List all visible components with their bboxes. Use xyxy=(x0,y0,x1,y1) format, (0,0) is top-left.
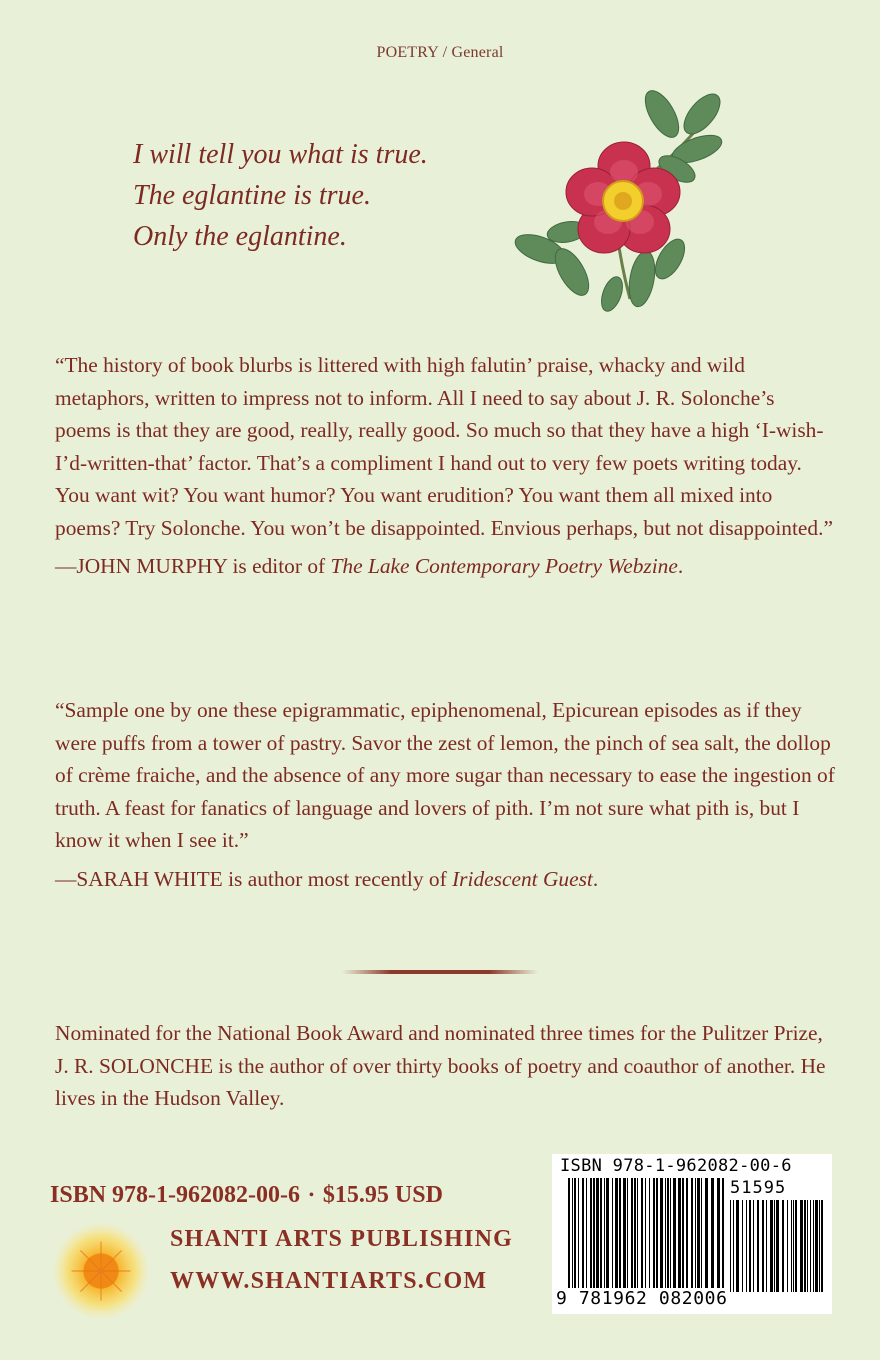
barcode-bar xyxy=(787,1200,788,1292)
barcode-bar xyxy=(701,1178,702,1288)
barcode-bar xyxy=(682,1178,684,1288)
barcode-bar xyxy=(746,1200,747,1292)
publisher-name: SHANTI ARTS PUBLISHING xyxy=(170,1226,513,1252)
barcode-bar xyxy=(717,1178,720,1288)
epigraph-line: I will tell you what is true. xyxy=(133,139,428,170)
blurb-text: “Sample one by one these epigrammatic, epiphenomenal, Epicurean episodes as if they were puffs from a tower of pastry. Savor the zest of lemon, the pinch of sea salt, the dollop of crème fraiche, and the absence of any more sugar than necessary to ease the ingestion of truth. A feast for fanatics of language and lovers of pith. I’m not sure what pith is, but I know it when I see it.” xyxy=(55,698,835,852)
barcode-bar xyxy=(804,1200,806,1292)
barcode-bar xyxy=(774,1200,775,1292)
barcode-bar xyxy=(649,1178,650,1288)
epigraph xyxy=(133,134,428,257)
barcode-bar xyxy=(619,1178,621,1288)
barcode-bar xyxy=(711,1178,714,1288)
barcode-bar xyxy=(810,1200,811,1292)
author-bio: Nominated for the National Book Award and nominated three times for the Pulitzer Prize, J. R. SOLONCHE is the author of over thirty books of poetry and coauthor of another. He lives in the Hudson Valley. xyxy=(55,1021,826,1110)
barcode-bar xyxy=(604,1178,605,1288)
barcode-bar xyxy=(753,1200,754,1292)
barcode-bar xyxy=(586,1178,587,1288)
barcode-bar xyxy=(686,1178,688,1288)
barcode-bar xyxy=(742,1200,743,1292)
attribution-title: The Lake Contemporary Poetry Webzine xyxy=(330,554,678,578)
barcode-bar xyxy=(819,1200,820,1292)
isbn-text: ISBN 978-1-962082-00-6 xyxy=(50,1182,300,1208)
barcode-bar xyxy=(670,1178,671,1288)
barcode-bar xyxy=(578,1178,579,1288)
barcode-bar xyxy=(641,1178,643,1288)
epigraph-line: Only the eglantine. xyxy=(133,221,347,252)
barcode-bar xyxy=(695,1178,696,1288)
barcode-bar xyxy=(776,1200,779,1292)
barcode-bar xyxy=(697,1178,700,1288)
attribution-tail: . xyxy=(677,554,684,578)
separator-dot: • xyxy=(309,1188,314,1203)
barcode-bar xyxy=(593,1178,595,1288)
barcode-bar xyxy=(791,1200,792,1292)
attribution-title: Iridescent Guest xyxy=(452,866,593,891)
price-text: $15.95 USD xyxy=(322,1182,443,1208)
barcode-isbn-label: ISBN 978-1-962082-00-6 xyxy=(560,1156,792,1176)
barcode-bar xyxy=(653,1178,655,1288)
barcode-bar xyxy=(749,1200,751,1292)
barcode-bar xyxy=(637,1178,638,1288)
barcode-bar xyxy=(568,1178,570,1288)
barcode-bar xyxy=(634,1178,636,1288)
barcode-bar xyxy=(590,1178,592,1288)
barcode-bar xyxy=(673,1178,676,1288)
attribution-lead: —JOHN MURPHY is editor of xyxy=(55,554,331,578)
barcode-bar xyxy=(631,1178,633,1288)
barcode-bar xyxy=(678,1178,681,1288)
barcode-bar xyxy=(757,1200,759,1292)
eglantine-rose-illustration xyxy=(512,84,732,314)
barcode-bar xyxy=(600,1178,602,1288)
barcode-bar xyxy=(582,1178,584,1288)
category-label: POETRY / General xyxy=(376,44,504,61)
blurb-text: “The history of book blurbs is littered with high falutin’ praise, whacky and wild metaphors, written to impress not to inform. All I need to say about J. R. Solonche’s poems is that they are good, really, really good. So much so that they have a high ‘I-wish-I’d-written-that’ factor. That’s a compliment I hand out to very few poets writing today. You want wit? You want humor? You want erudition? You want them all mixed into poems? Try Solonche. You won’t be disappointed. Envious perhaps, but not disappointed.” xyxy=(55,353,833,540)
barcode-bar xyxy=(574,1178,576,1288)
barcode-bar xyxy=(821,1200,823,1292)
barcode-bar xyxy=(596,1178,599,1288)
epigraph-line: The eglantine is true. xyxy=(133,180,371,211)
barcode-bar xyxy=(793,1200,794,1292)
blurb-murphy xyxy=(55,349,835,583)
barcode-digits: 9 781962 082006 xyxy=(556,1288,728,1309)
barcode-bar xyxy=(736,1200,739,1292)
barcode-bar xyxy=(656,1178,658,1288)
barcode-bar xyxy=(623,1178,626,1288)
barcode-bar xyxy=(645,1178,646,1288)
attribution-tail: . xyxy=(592,866,599,891)
barcode-bar xyxy=(612,1178,613,1288)
section-divider xyxy=(342,970,538,974)
barcode-bar xyxy=(722,1178,724,1288)
publisher-website[interactable]: WWW.SHANTIARTS.COM xyxy=(170,1268,488,1294)
barcode-bar xyxy=(572,1178,573,1288)
barcode-bar xyxy=(705,1178,708,1288)
barcode xyxy=(552,1154,832,1314)
barcode-bar xyxy=(627,1178,628,1288)
barcode-addon-digits: 51595 xyxy=(730,1178,787,1198)
barcode-bar xyxy=(660,1178,663,1288)
barcode-bar xyxy=(667,1178,669,1288)
barcode-bar xyxy=(615,1178,618,1288)
barcode-bar xyxy=(815,1200,818,1292)
barcode-bar xyxy=(733,1200,734,1292)
sun-logo-icon xyxy=(52,1222,150,1320)
barcode-bar xyxy=(691,1178,693,1288)
barcode-bar xyxy=(807,1200,808,1292)
barcode-bar xyxy=(770,1200,773,1292)
blurb-white xyxy=(55,694,835,895)
barcode-bar xyxy=(606,1178,609,1288)
blurb-attribution xyxy=(55,863,835,896)
barcode-bar xyxy=(795,1200,797,1292)
barcode-bar xyxy=(665,1178,666,1288)
barcode-bar xyxy=(800,1200,803,1292)
isbn-price-line xyxy=(50,1182,443,1209)
barcode-bar xyxy=(766,1200,767,1292)
attribution-lead: —SARAH WHITE is author most recently of xyxy=(55,866,453,891)
barcode-bar xyxy=(730,1200,731,1292)
barcode-bar xyxy=(782,1200,784,1292)
barcode-bar xyxy=(813,1200,814,1292)
blurb-attribution xyxy=(55,550,835,583)
barcode-bar xyxy=(762,1200,764,1292)
